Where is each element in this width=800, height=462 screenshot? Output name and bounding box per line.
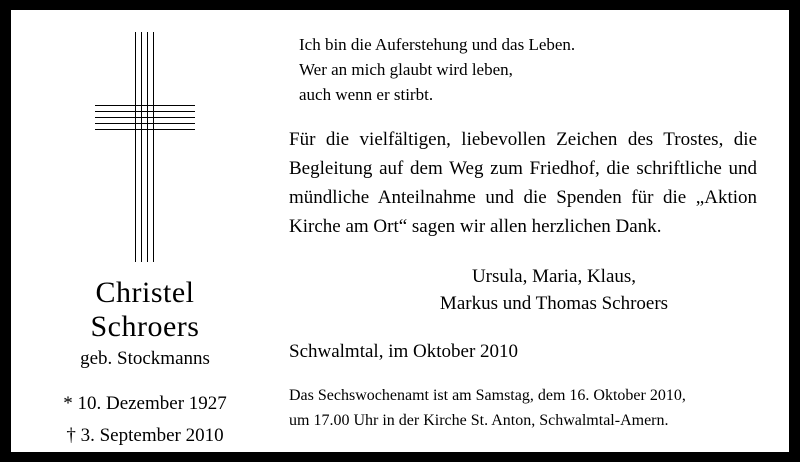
death-date: † 3. September 2010	[66, 425, 224, 446]
deceased-name-block	[11, 276, 279, 372]
right-column	[279, 10, 789, 452]
verse-line: auch wenn er stirbt.	[299, 85, 434, 104]
left-column	[11, 10, 279, 452]
deceased-maiden-name: geb. Stockmanns	[80, 348, 210, 369]
footnote-line: um 17.00 Uhr in der Kirche St. Anton, Schwalmtal-Amern.	[289, 412, 669, 429]
thanks-paragraph: Für die vielfältigen, liebevollen Zeichen des Trostes, die Begleitung auf dem Weg zum Friedhof, die schriftliche und mündliche Anteilnahme und die Spenden für die „Aktion Kirche am Ort“ sagen wir allen herzlichen Dank.	[289, 129, 757, 237]
birth-date: * 10. Dezember 1927	[63, 393, 227, 414]
scripture-verse	[299, 32, 759, 107]
signer-line: Ursula, Maria, Klaus,	[471, 266, 637, 287]
obituary-card	[11, 10, 789, 452]
deceased-first-name: Christel	[95, 276, 195, 309]
christian-cross-icon	[75, 32, 215, 262]
verse-line: Wer an mich glaubt wird leben,	[299, 60, 513, 79]
deceased-last-name: Schroers	[90, 310, 200, 343]
deceased-dates	[11, 388, 279, 452]
place-and-date: Schwalmtal, im Oktober 2010	[289, 341, 519, 362]
signer-line: Markus und Thomas Schroers	[439, 293, 669, 314]
footnote-line: Das Sechswochenamt ist am Samstag, dem 16. Oktober 2010,	[289, 387, 686, 404]
memorial-service-note	[289, 383, 759, 433]
signers-block	[289, 263, 759, 317]
verse-line: Ich bin die Auferstehung und das Leben.	[299, 35, 576, 54]
